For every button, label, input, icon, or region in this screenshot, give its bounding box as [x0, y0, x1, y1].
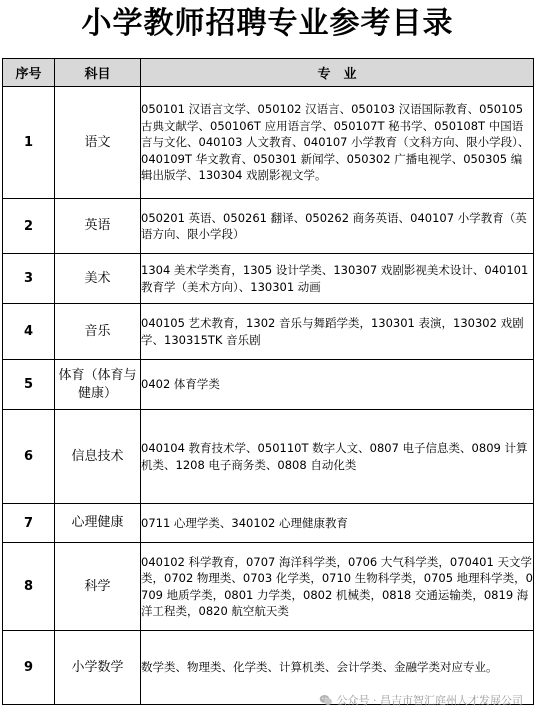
row-number: 8 [3, 543, 55, 631]
header-number: 序号 [3, 59, 55, 87]
row-majors: 0402 体育学类 [141, 360, 534, 410]
row-number: 6 [3, 410, 55, 504]
row-number: 2 [3, 199, 55, 254]
row-subject: 科学 [55, 543, 141, 631]
row-majors: 1304 美术学类育，1305 设计学类、130307 戏剧影视美术设计、040101 教育学（美术方向）、130301 动画 [141, 254, 534, 304]
table-header-row [3, 59, 534, 87]
table-row [3, 360, 534, 410]
row-subject: 语文 [55, 87, 141, 199]
table-row [3, 87, 534, 199]
header-subject: 科目 [55, 59, 141, 87]
table-row [3, 199, 534, 254]
row-number: 5 [3, 360, 55, 410]
row-subject: 体育（体育与健康） [55, 360, 141, 410]
row-number: 9 [3, 631, 55, 705]
row-majors: 040104 教育技术学、050110T 数字人文、0807 电子信息类、0809 计算机类、1208 电子商务类、0808 自动化类 [141, 410, 534, 504]
row-majors: 0711 心理学类、340102 心理健康教育 [141, 504, 534, 543]
row-subject: 小学数学 [55, 631, 141, 705]
row-number: 1 [3, 87, 55, 199]
header-majors: 专 业 [141, 59, 534, 87]
table-row [3, 410, 534, 504]
table-row [3, 543, 534, 631]
table-row [3, 304, 534, 360]
row-number: 3 [3, 254, 55, 304]
row-subject: 音乐 [55, 304, 141, 360]
watermark-text: 公众号 · 昌吉市智汇庭州人才发展公司 [336, 694, 523, 707]
watermark [319, 692, 524, 708]
row-majors: 数学类、物理类、化学类、计算机类、会计学类、金融学类对应专业。 [141, 631, 534, 705]
row-number: 4 [3, 304, 55, 360]
row-subject: 美术 [55, 254, 141, 304]
row-subject: 英语 [55, 199, 141, 254]
page-title: 小学教师招聘专业参考目录 [81, 6, 454, 41]
table-row [3, 504, 534, 543]
wechat-icon [319, 693, 333, 707]
table-row [3, 254, 534, 304]
row-number: 7 [3, 504, 55, 543]
row-majors: 050201 英语、050261 翻译、050262 商务英语、040107 小学教育（英语方向、限小学段） [141, 199, 534, 254]
row-majors: 040102 科学教育，0707 海洋科学类，0706 大气科学类，070401 天文学类，0702 物理类、0703 化学类，0710 生物科学类，0705 地理科学类，0709 地质学类，0801 力学类，0802 机械类，0818 交通运输类，0819 海洋工程类，0820 航空航天类 [141, 543, 534, 631]
row-subject: 信息技术 [55, 410, 141, 504]
major-catalog-table [2, 58, 534, 705]
row-majors: 040105 艺术教育，1302 音乐与舞蹈学类，130301 表演，130302 戏剧学、130315TK 音乐剧 [141, 304, 534, 360]
row-subject: 心理健康 [55, 504, 141, 543]
row-majors: 050101 汉语言文学、050102 汉语言、050103 汉语国际教育、050105 古典文献学、050106T 应用语言学、050107T 秘书学、050108T 中国语言与文化、040103 人文教育、040107 小学教育（文科方向、限小学段）、040109T 华文教育、050301 新闻学、050302 广播电视学、050305 编辑出版学、130304 戏剧影视文学。 [141, 87, 534, 199]
